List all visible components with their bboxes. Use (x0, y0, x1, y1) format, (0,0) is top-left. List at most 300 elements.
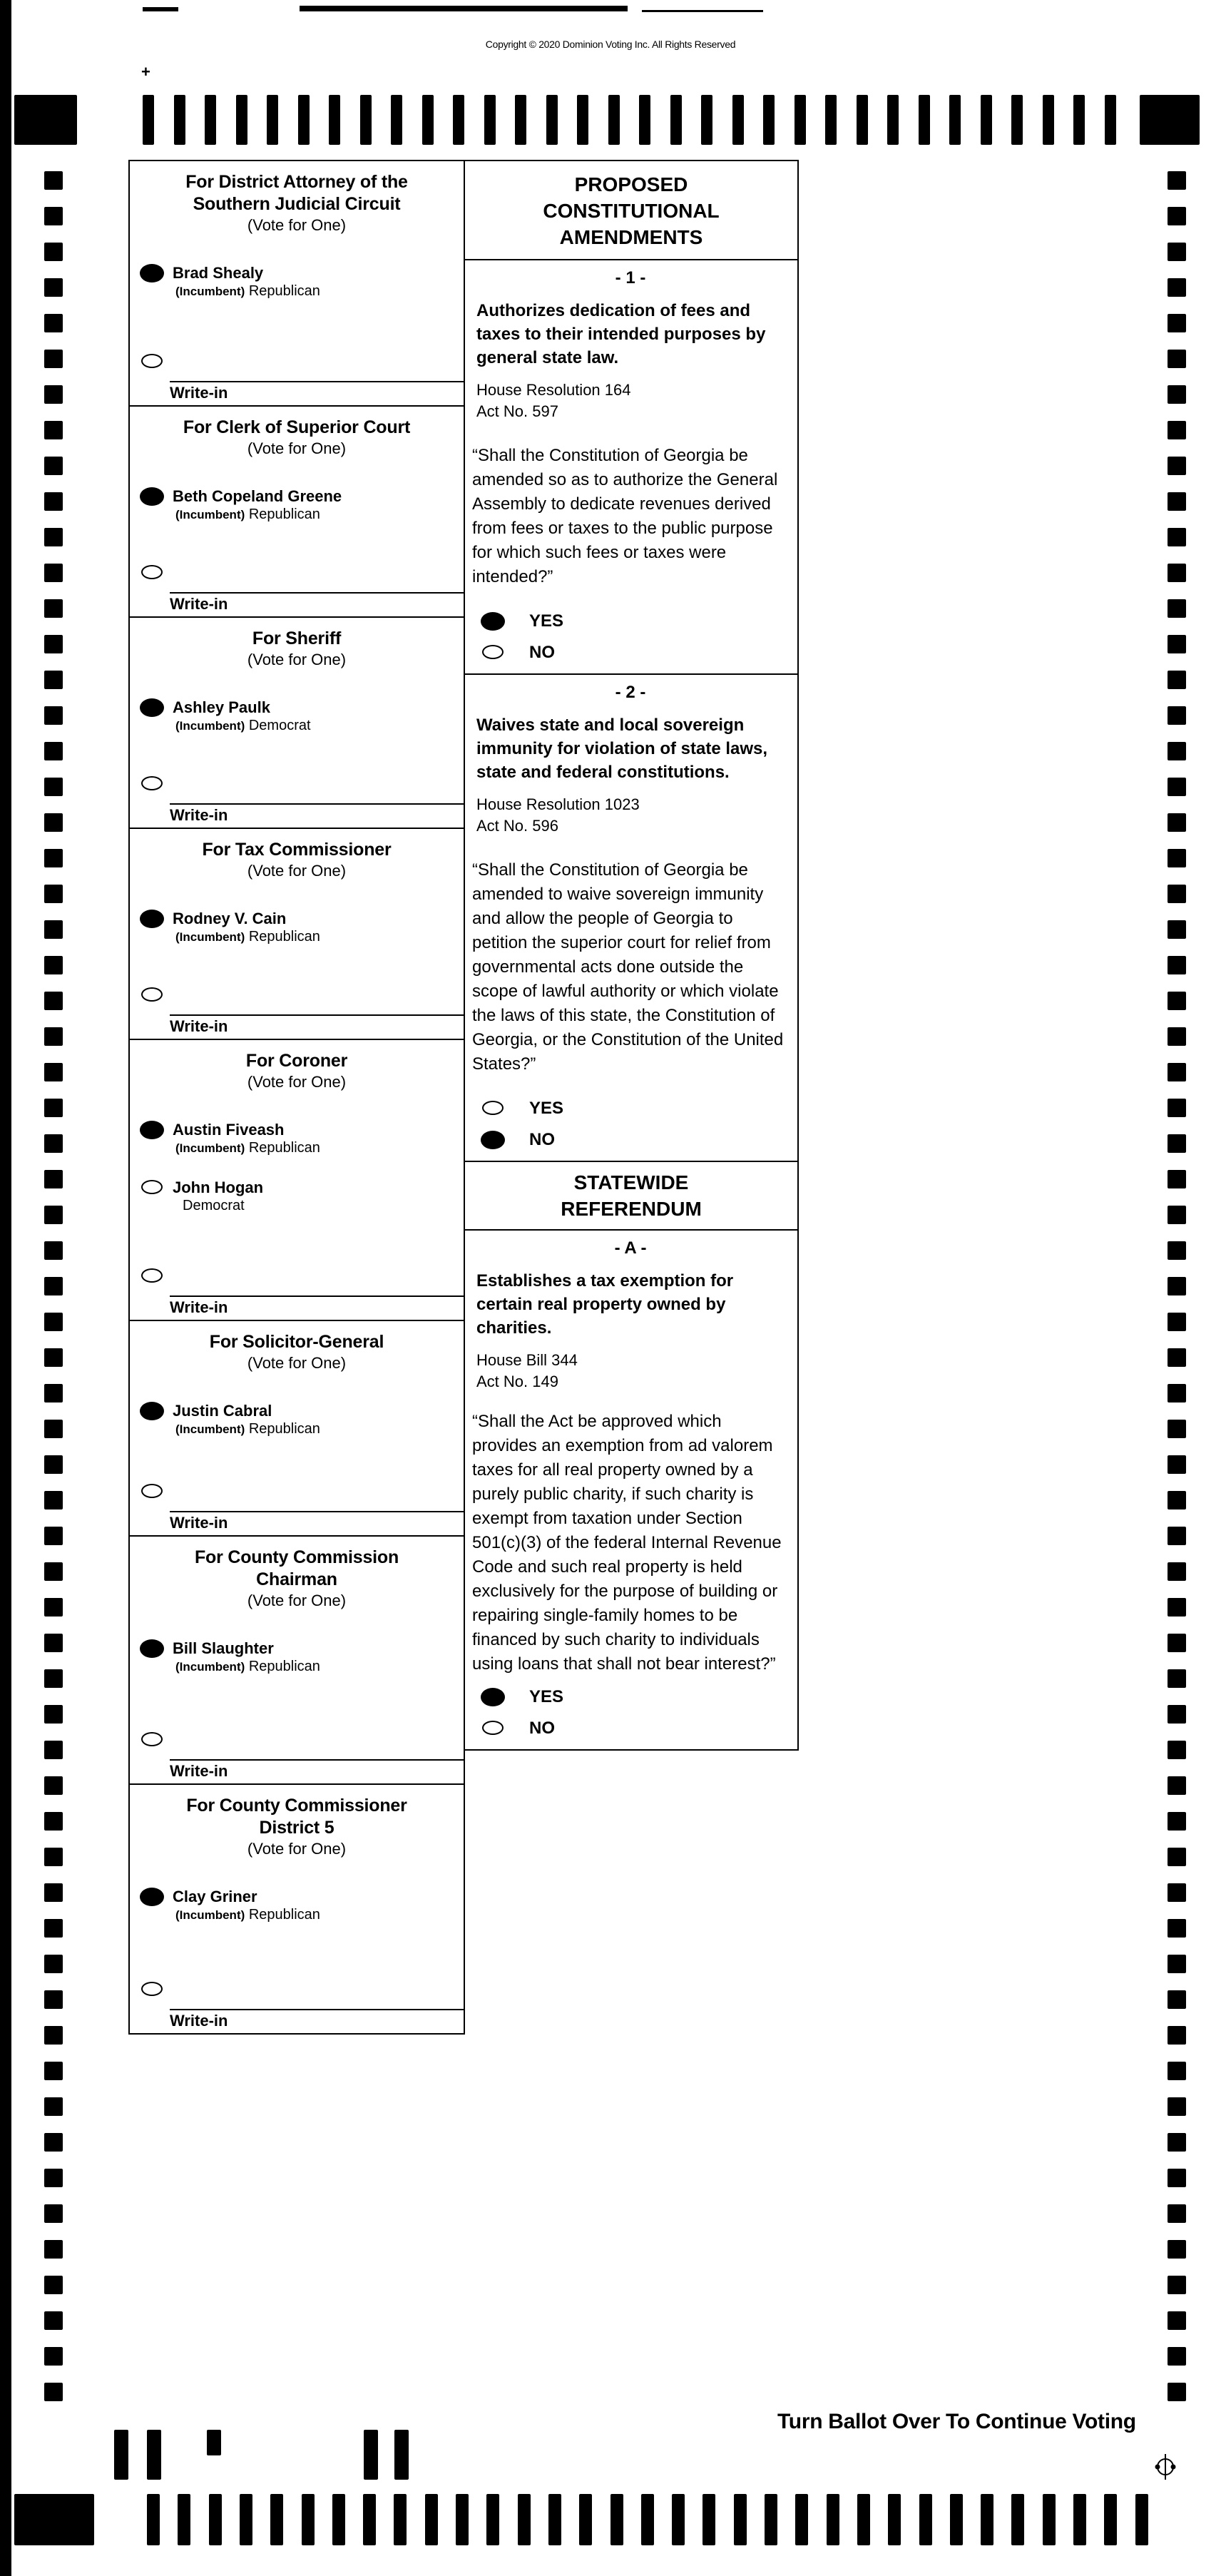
empty-oval-icon[interactable] (141, 1268, 163, 1283)
timing-mark-left (44, 1562, 63, 1581)
question-choices (472, 611, 789, 663)
empty-oval-icon[interactable] (141, 1484, 163, 1498)
timing-bar (209, 2494, 222, 2545)
timing-mark-left (44, 1527, 63, 1545)
timing-bar (795, 2494, 808, 2545)
timing-mark-left (44, 1598, 63, 1617)
question-text: “Shall the Constitution of Georgia be amended so as to authorize the General Assembly to dedicate revenues derived from fees or taxes to the public purpose for which such fees or taxes were intended?” (472, 446, 778, 586)
timing-bar (1043, 2494, 1056, 2545)
timing-bar (950, 2494, 963, 2545)
empty-oval-icon[interactable] (141, 354, 163, 368)
timing-bar (732, 95, 744, 145)
incumbent-label: (Incumbent) (175, 1660, 245, 1674)
timing-block (14, 95, 77, 145)
act-number: Act No. 596 (476, 817, 558, 835)
write-in-line[interactable] (170, 1511, 464, 1512)
candidate-name: Brad Shealy (173, 264, 264, 282)
choice-yes[interactable] (472, 1098, 789, 1119)
timing-mark-left (44, 1919, 63, 1938)
timing-mark-left (44, 385, 63, 404)
timing-bar (888, 2494, 901, 2545)
timing-mark-right (1168, 1455, 1186, 1474)
timing-bar (701, 95, 712, 145)
party-name: Republican (248, 929, 320, 945)
timing-mark-right (1168, 1741, 1186, 1759)
question-title: Waives state and local sovereign immunity for violation of state laws, state and federal constitutions. (476, 716, 768, 782)
timing-mark-left (44, 528, 63, 546)
write-in-label: Write-in (170, 1762, 228, 1780)
timing-mark-right (1168, 1955, 1186, 1973)
timing-bar (515, 95, 526, 145)
question-column-right (464, 160, 799, 1751)
candidate-name: Clay Griner (173, 1888, 257, 1905)
timing-bar (484, 95, 496, 145)
party-name: Republican (248, 1421, 320, 1437)
write-in-line[interactable] (170, 1759, 464, 1761)
timing-bar (857, 95, 868, 145)
timing-bar (332, 2494, 345, 2545)
candidate-name: Justin Cabral (173, 1402, 272, 1420)
candidate-option[interactable] (130, 1178, 464, 1214)
timing-bar (236, 95, 247, 145)
timing-mark-right (1168, 207, 1186, 225)
filled-oval-icon[interactable] (140, 1121, 164, 1139)
contest-title: For District Attorney of the Southern Judicial Circuit (185, 172, 408, 214)
candidate-name: Beth Copeland Greene (173, 487, 342, 505)
timing-mark-left (44, 421, 63, 439)
timing-bar (329, 95, 340, 145)
timing-mark-right (1168, 1491, 1186, 1510)
timing-mark-left (44, 671, 63, 689)
timing-bar (763, 95, 775, 145)
question-choices (472, 1686, 789, 1739)
timing-bar (919, 2494, 932, 2545)
timing-mark-left (44, 171, 63, 190)
timing-mark-right (1168, 1634, 1186, 1652)
candidate-party (173, 928, 464, 946)
timing-mark-left (44, 2062, 63, 2080)
empty-oval-icon[interactable] (482, 645, 504, 659)
timing-bar (1011, 95, 1023, 145)
timing-mark-right (1168, 1027, 1186, 1046)
candidate-party (173, 1420, 464, 1438)
timing-mark-right (1168, 1170, 1186, 1188)
timing-mark-right (1168, 778, 1186, 796)
timing-mark-right (1168, 920, 1186, 939)
timing-mark-right (1168, 1919, 1186, 1938)
timing-mark-right (1168, 457, 1186, 475)
contest-box (130, 1785, 464, 2035)
write-in-line[interactable] (170, 592, 464, 594)
choice-no[interactable] (472, 1129, 789, 1151)
write-in-label: Write-in (170, 1017, 228, 1035)
timing-mark-right (1168, 599, 1186, 618)
crosshair-target-icon (1153, 2454, 1178, 2480)
incumbent-label: (Incumbent) (175, 285, 245, 298)
filled-oval-icon[interactable] (481, 1688, 505, 1706)
timing-mark-left (44, 1277, 63, 1295)
timing-bar (887, 95, 899, 145)
candidate-party (173, 1139, 464, 1157)
filled-oval-icon[interactable] (481, 1131, 505, 1149)
timing-mark-left (44, 2026, 63, 2045)
timing-mark-left (44, 2097, 63, 2116)
contest-box (130, 618, 464, 829)
timing-bar (453, 95, 464, 145)
timing-mark-right (1168, 2240, 1186, 2259)
contest-title: For Solicitor-General (209, 1332, 384, 1352)
timing-bar (546, 95, 558, 145)
timing-mark-right (1168, 706, 1186, 725)
resolution-number: House Bill 344 (476, 1351, 578, 1369)
write-in-label: Write-in (170, 806, 228, 824)
vote-for-one-instruction: (Vote for One) (247, 1073, 347, 1091)
timing-mark-left (44, 1241, 63, 1260)
question-reference (472, 794, 789, 837)
timing-mark-right (1168, 1241, 1186, 1260)
question-title: Establishes a tax exemption for certain real property owned by charities. (476, 1271, 734, 1338)
timing-block (14, 2494, 94, 2545)
timing-bar (981, 2494, 993, 2545)
candidate-name: Austin Fiveash (173, 1121, 285, 1139)
timing-bar (672, 2494, 685, 2545)
write-in-option[interactable] (130, 966, 464, 1039)
timing-mark-left (44, 1455, 63, 1474)
timing-mark-left (44, 1634, 63, 1652)
timing-mark-right (1168, 492, 1186, 511)
act-number: Act No. 597 (476, 402, 558, 420)
choice-no[interactable] (472, 1718, 789, 1739)
write-in-option[interactable] (130, 1711, 464, 1783)
write-in-option[interactable] (130, 755, 464, 828)
candidate-option[interactable] (130, 264, 464, 300)
contest-box (130, 829, 464, 1040)
timing-bar (981, 95, 992, 145)
timing-mark-right (1168, 2311, 1186, 2330)
party-name: Republican (248, 506, 320, 522)
timing-bar (270, 2494, 283, 2545)
choice-label: YES (529, 1099, 564, 1118)
ballot-question (465, 675, 797, 1162)
timing-bar (765, 2494, 777, 2545)
empty-oval-icon[interactable] (141, 987, 163, 1002)
question-text: “Shall the Constitution of Georgia be amended to waive sovereign immunity and allow the people of Georgia to petition the superior court for relief from governmental acts done outside the scope of lawful authority or which violate the laws of this state, the Constitution of Georgia, or the Constitution of the United States?” (472, 860, 784, 1074)
candidate-party (173, 1906, 464, 1924)
scan-artifact (642, 10, 763, 12)
timing-mark-right (1168, 813, 1186, 832)
empty-oval-icon[interactable] (141, 776, 163, 790)
timing-mark-left (44, 2276, 63, 2294)
timing-mark-left (44, 1776, 63, 1795)
timing-bar (178, 2494, 190, 2545)
write-in-label: Write-in (170, 1514, 228, 1532)
timing-mark-right (1168, 314, 1186, 332)
empty-oval-icon[interactable] (141, 1732, 163, 1746)
timing-mark-right (1168, 1527, 1186, 1545)
timing-mark-left (44, 742, 63, 760)
write-in-line[interactable] (170, 803, 464, 805)
timing-mark-right (1168, 1206, 1186, 1224)
timing-mark-right (1168, 528, 1186, 546)
candidate-option[interactable] (130, 1639, 464, 1676)
scan-artifact (143, 7, 178, 11)
write-in-option[interactable] (130, 1247, 464, 1320)
timing-mark-left (44, 1955, 63, 1973)
choice-label: YES (529, 611, 564, 631)
timing-mark-left (44, 2347, 63, 2366)
code-bar (114, 2430, 128, 2480)
timing-bar (1104, 2494, 1117, 2545)
ballot-question (465, 1231, 797, 1751)
registration-mark: + (141, 63, 150, 81)
question-reference (472, 1350, 789, 1393)
timing-mark-left (44, 1741, 63, 1759)
candidate-option[interactable] (130, 487, 464, 524)
timing-mark-right (1168, 350, 1186, 368)
contest-title: For County Commission Chairman (194, 1547, 399, 1589)
filled-oval-icon[interactable] (140, 487, 164, 506)
filled-oval-icon[interactable] (140, 1639, 164, 1658)
timing-mark-right (1168, 2276, 1186, 2294)
timing-bar (1011, 2494, 1024, 2545)
contest-box (130, 161, 464, 407)
incumbent-label: (Incumbent) (175, 508, 245, 521)
question-reference (472, 380, 789, 422)
timing-mark-left (44, 1990, 63, 2009)
timing-bar (734, 2494, 747, 2545)
timing-mark-left (44, 1206, 63, 1224)
timing-bar (579, 2494, 592, 2545)
timing-mark-left (44, 1420, 63, 1438)
timing-mark-right (1168, 671, 1186, 689)
candidate-option[interactable] (130, 1888, 464, 1924)
timing-mark-right (1168, 1990, 1186, 2009)
timing-mark-right (1168, 2169, 1186, 2187)
timing-bar (486, 2494, 499, 2545)
write-in-option[interactable] (130, 1462, 464, 1535)
contest-title: For Coroner (245, 1051, 348, 1071)
timing-mark-right (1168, 421, 1186, 439)
timing-mark-right (1168, 1099, 1186, 1117)
question-number: - A - (614, 1238, 647, 1258)
timing-mark-left (44, 2169, 63, 2187)
timing-mark-left (44, 1384, 63, 1402)
timing-bar (363, 2494, 376, 2545)
candidate-name: Ashley Paulk (173, 698, 270, 716)
timing-mark-left (44, 457, 63, 475)
timing-mark-right (1168, 2062, 1186, 2080)
timing-mark-left (44, 564, 63, 582)
write-in-label: Write-in (170, 595, 228, 613)
write-in-option[interactable] (130, 544, 464, 616)
candidate-option[interactable] (130, 698, 464, 735)
timing-bar (949, 95, 961, 145)
timing-mark-right (1168, 956, 1186, 974)
timing-mark-right (1168, 1384, 1186, 1402)
filled-oval-icon[interactable] (140, 910, 164, 928)
timing-bar (425, 2494, 438, 2545)
timing-bar (639, 95, 650, 145)
write-in-option[interactable] (130, 332, 464, 405)
timing-bar (240, 2494, 252, 2545)
timing-bar (174, 95, 185, 145)
timing-mark-right (1168, 885, 1186, 903)
timing-mark-left (44, 2311, 63, 2330)
timing-mark-right (1168, 1883, 1186, 1902)
ballot-style-code: 19 (399, 2453, 409, 2463)
section-heading: STATEWIDE REFERENDUM (465, 1162, 797, 1231)
timing-mark-right (1168, 849, 1186, 867)
timing-mark-right (1168, 278, 1186, 297)
timing-mark-right (1168, 1134, 1186, 1153)
timing-mark-left (44, 956, 63, 974)
timing-mark-right (1168, 2383, 1186, 2401)
incumbent-label: (Incumbent) (175, 1141, 245, 1155)
timing-bar (827, 2494, 839, 2545)
empty-oval-icon[interactable] (482, 1101, 504, 1115)
contest-title: For County Commissioner District 5 (186, 1796, 407, 1838)
scan-edge (0, 0, 11, 2576)
timing-bar (143, 95, 154, 145)
timing-mark-left (44, 849, 63, 867)
timing-mark-left (44, 885, 63, 903)
turn-over-instruction: Turn Ballot Over To Continue Voting (777, 2410, 1136, 2433)
contest-box (130, 1321, 464, 1537)
timing-mark-right (1168, 1669, 1186, 1688)
write-in-line[interactable] (170, 1014, 464, 1016)
timing-mark-right (1168, 1812, 1186, 1831)
timing-bar (302, 2494, 315, 2545)
timing-mark-right (1168, 1562, 1186, 1581)
timing-mark-left (44, 1848, 63, 1866)
timing-bar (456, 2494, 469, 2545)
timing-mark-left (44, 813, 63, 832)
party-name: Democrat (183, 1198, 245, 1213)
contest-box (130, 1040, 464, 1321)
filled-oval-icon[interactable] (481, 612, 505, 631)
candidate-option[interactable] (130, 1121, 464, 1157)
timing-mark-right (1168, 992, 1186, 1010)
timing-bar (391, 95, 402, 145)
filled-oval-icon[interactable] (140, 1888, 164, 1906)
vote-for-one-instruction: (Vote for One) (247, 1354, 347, 1372)
scan-artifact (300, 6, 628, 11)
question-text: “Shall the Act be approved which provides an exemption from ad valorem taxes for all real property owned by a purely public charity, if such charity is exempt from taxation under Section 501(c)(3) of the federal Internal Revenue Code and such real property is held exclusively for the purpose of building or repairing single-family homes to be financed by such charity to individuals using loans that shall not bear interest?” (472, 1412, 782, 1674)
contest-column-left (128, 160, 465, 2035)
timing-bar (360, 95, 372, 145)
empty-oval-icon[interactable] (141, 565, 163, 579)
choice-yes[interactable] (472, 611, 789, 632)
candidate-name: John Hogan (173, 1178, 264, 1196)
timing-bar (703, 2494, 715, 2545)
filled-oval-icon[interactable] (140, 264, 164, 282)
write-in-line[interactable] (170, 381, 464, 382)
timing-bar (577, 95, 588, 145)
timing-mark-left (44, 1812, 63, 1831)
timing-mark-right (1168, 1598, 1186, 1617)
question-number: - 2 - (615, 683, 646, 702)
empty-oval-icon[interactable] (482, 1721, 504, 1735)
timing-mark-left (44, 243, 63, 261)
act-number: Act No. 149 (476, 1373, 558, 1390)
candidate-party (173, 282, 464, 300)
write-in-option[interactable] (130, 1960, 464, 2033)
question-choices (472, 1098, 789, 1151)
copyright-notice: Copyright © 2020 Dominion Voting Inc. All Rights Reserved (485, 39, 736, 50)
timing-bar (1105, 95, 1116, 145)
timing-bar (670, 95, 682, 145)
timing-mark-left (44, 599, 63, 618)
timing-bar (147, 2494, 160, 2545)
timing-bar (205, 95, 216, 145)
vote-for-one-instruction: (Vote for One) (247, 216, 347, 234)
timing-mark-right (1168, 1420, 1186, 1438)
timing-bar (610, 2494, 623, 2545)
timing-mark-left (44, 1348, 63, 1367)
choice-yes[interactable] (472, 1686, 789, 1708)
timing-mark-right (1168, 1776, 1186, 1795)
write-in-line[interactable] (170, 1295, 464, 1297)
section-heading: PROPOSED CONSTITUTIONAL AMENDMENTS (465, 161, 797, 260)
choice-no[interactable] (472, 642, 789, 663)
timing-bar (919, 95, 930, 145)
timing-bar (825, 95, 837, 145)
contest-title: For Clerk of Superior Court (183, 417, 411, 437)
contest-box (130, 1537, 464, 1785)
write-in-label: Write-in (170, 384, 228, 402)
candidate-party (173, 717, 464, 735)
incumbent-label: (Incumbent) (175, 930, 245, 944)
timing-mark-left (44, 278, 63, 297)
write-in-label: Write-in (170, 1298, 228, 1316)
filled-oval-icon[interactable] (140, 1402, 164, 1420)
incumbent-label: (Incumbent) (175, 719, 245, 733)
empty-oval-icon[interactable] (141, 1982, 163, 1996)
write-in-label: Write-in (170, 2012, 228, 2030)
filled-oval-icon[interactable] (140, 698, 164, 717)
timing-mark-right (1168, 2347, 1186, 2366)
vote-for-one-instruction: (Vote for One) (247, 1840, 347, 1858)
candidate-option[interactable] (130, 1402, 464, 1438)
party-name: Democrat (248, 718, 311, 733)
vote-for-one-instruction: (Vote for One) (247, 439, 347, 457)
timing-bar (641, 2494, 654, 2545)
candidate-party (173, 506, 464, 524)
timing-mark-right (1168, 1313, 1186, 1331)
timing-mark-left (44, 778, 63, 796)
timing-mark-left (44, 1063, 63, 1081)
timing-mark-right (1168, 2026, 1186, 2045)
timing-mark-left (44, 492, 63, 511)
timing-mark-right (1168, 564, 1186, 582)
ballot-question (465, 260, 797, 675)
timing-mark-left (44, 1883, 63, 1902)
vote-for-one-instruction: (Vote for One) (247, 1592, 347, 1609)
vote-for-one-instruction: (Vote for One) (247, 651, 347, 668)
empty-oval-icon[interactable] (141, 1180, 163, 1194)
write-in-line[interactable] (170, 2009, 464, 2010)
question-number: - 1 - (615, 268, 646, 287)
timing-mark-left (44, 2204, 63, 2223)
timing-bar (394, 2494, 407, 2545)
timing-bar (1135, 2494, 1148, 2545)
candidate-option[interactable] (130, 910, 464, 946)
contest-title: For Sheriff (252, 628, 342, 648)
choice-label: NO (529, 643, 555, 662)
timing-mark-right (1168, 1348, 1186, 1367)
resolution-number: House Resolution 164 (476, 381, 631, 399)
timing-bar (1073, 2494, 1086, 2545)
